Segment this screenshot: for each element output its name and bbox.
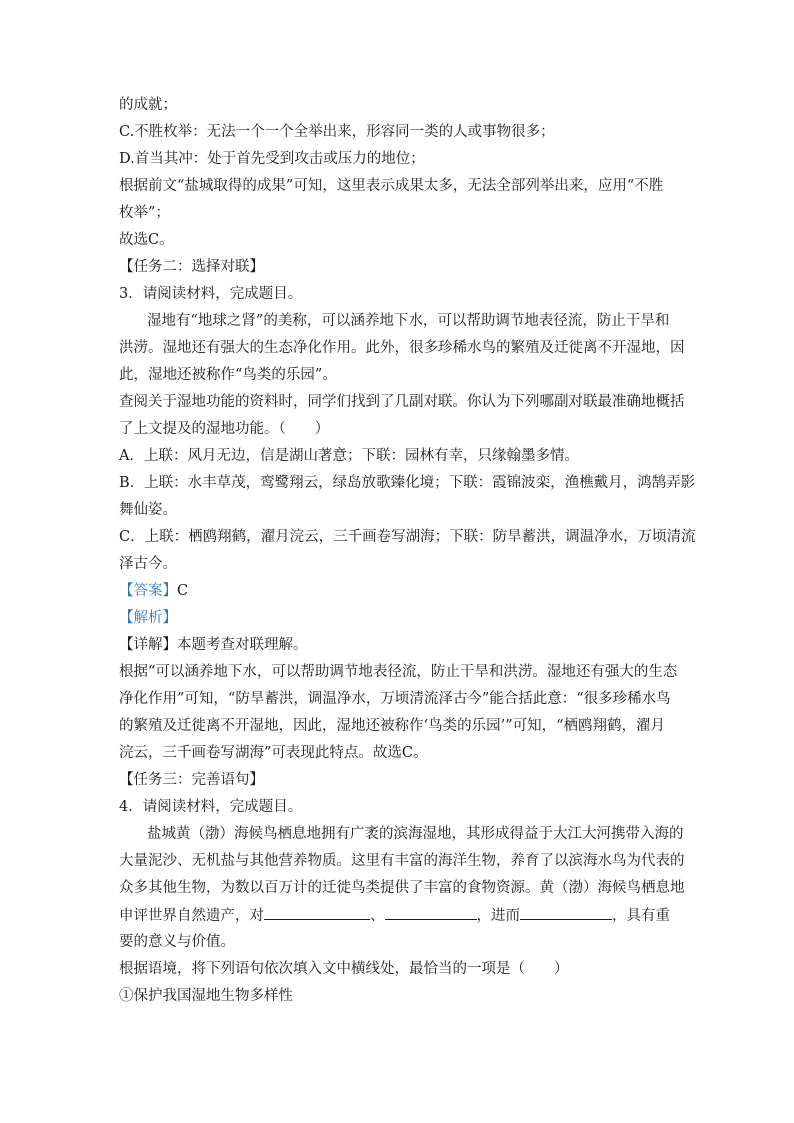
text-line: 泽古今。: [119, 556, 177, 572]
analysis-tag: 【解析】: [119, 610, 177, 626]
text-line: 了上文提及的湿地功能。（ ）: [119, 421, 330, 437]
question-stem: 根据语境，将下列语句依次填入文中横线处，最恰当的一项是（ ）: [119, 961, 569, 977]
task-two-heading: 【任务二：选择对联】: [119, 259, 264, 275]
detail-line: 根据“可以涵养地下水，可以帮助调节地表径流，防止干旱和洪涝。湿地还有强大的生态: [119, 664, 678, 680]
answer-line: [119, 581, 679, 601]
text-line: 舞仙姿。: [119, 502, 177, 518]
material-paragraph: 湿地有“地球之肾”的美称，可以涵养地下水，可以帮助调节地表径流，防止干旱和: [147, 313, 670, 329]
text-line: 根据前文“盐城取得的成果”可知，这里表示成果太多，无法全部列举出来，应用“不胜: [119, 178, 664, 194]
option-a: A．上联：风月无边，信是湖山著意；下联：园林有幸，只缘翰墨多情。: [119, 448, 579, 464]
option-d-explanation: D.首当其冲：处于首先受到攻击或压力的地位；: [119, 151, 425, 167]
text-line: 此，湿地还被称作“鸟类的乐园”。: [119, 367, 337, 383]
option-b: B．上联：水丰草茂，鸾鹭翔云，绿岛放歌臻化境；下联：霞锦波栾，渔樵戴月，鸿鹄弄影: [119, 475, 696, 491]
text-line: 众多其他生物，为数以百万计的迁徙鸟类提供了丰富的食物资源。黄（渤）海候鸟栖息地: [119, 880, 685, 896]
question-3-prompt: 3．请阅读材料，完成题目。: [119, 286, 303, 302]
detail-line: 浣云，三千画卷写湖海”可表现此特点。故选C。: [119, 745, 428, 761]
fill-in-line: [119, 905, 679, 925]
text-line: 要的意义与价值。: [119, 934, 235, 950]
option-c-explanation: C.不胜枚举：无法一个一个全举出来，形容同一类的人或事物很多；: [119, 124, 555, 140]
choice-item-1: ①保护我国湿地生物多样性: [119, 988, 293, 1004]
option-c: C．上联：栖鸥翔鹤，濯月浣云，三千画卷写湖海；下联：防旱蓄洪，调温净水，万顷清流: [119, 529, 696, 545]
text-line: 洪涝。湿地还有强大的生态净化作用。此外，很多珍稀水鸟的繁殖及迁徙离不开湿地，因: [119, 340, 685, 356]
blank-3: [520, 905, 612, 920]
fill-text: ，进而: [476, 908, 520, 924]
detail-heading: 【详解】本题考查对联理解。: [119, 637, 308, 653]
fill-text: 、: [370, 908, 385, 924]
conclusion-line: 故选C。: [119, 232, 174, 248]
text-line: 枚举”；: [119, 205, 170, 221]
question-4-prompt: 4．请阅读材料，完成题目。: [119, 799, 303, 815]
task-three-heading: 【任务三：完善语句】: [119, 772, 264, 788]
material-paragraph: 盐城黄（渤）海候鸟栖息地拥有广袤的滨海湿地，其形成得益于大江大河携带入海的: [147, 826, 684, 842]
text-line: 的成就；: [119, 97, 177, 113]
fill-text: 申评世界自然遗产，对: [119, 908, 264, 924]
detail-line: 净化作用”可知，“防旱蓄洪，调温净水，万顷清流泽古今”能合括此意：“很多珍稀水鸟: [119, 691, 671, 707]
fill-text: ，具有重: [612, 908, 670, 924]
blank-2: [385, 905, 477, 920]
text-line: 大量泥沙、无机盐与其他营养物质。这里有丰富的海洋生物，养育了以滨海水鸟为代表的: [119, 853, 685, 869]
answer-tag: 【答案】: [119, 583, 177, 599]
blank-1: [264, 905, 370, 920]
question-stem: 查阅关于湿地功能的资料时，同学们找到了几副对联。你认为下列哪副对联最准确地概括: [119, 394, 685, 410]
answer-value: C: [177, 583, 189, 599]
detail-line: 的繁殖及迁徙离不开湿地，因此，湿地还被称作‘鸟类的乐园’”可知，“栖鸥翔鹤，濯月: [119, 718, 666, 734]
